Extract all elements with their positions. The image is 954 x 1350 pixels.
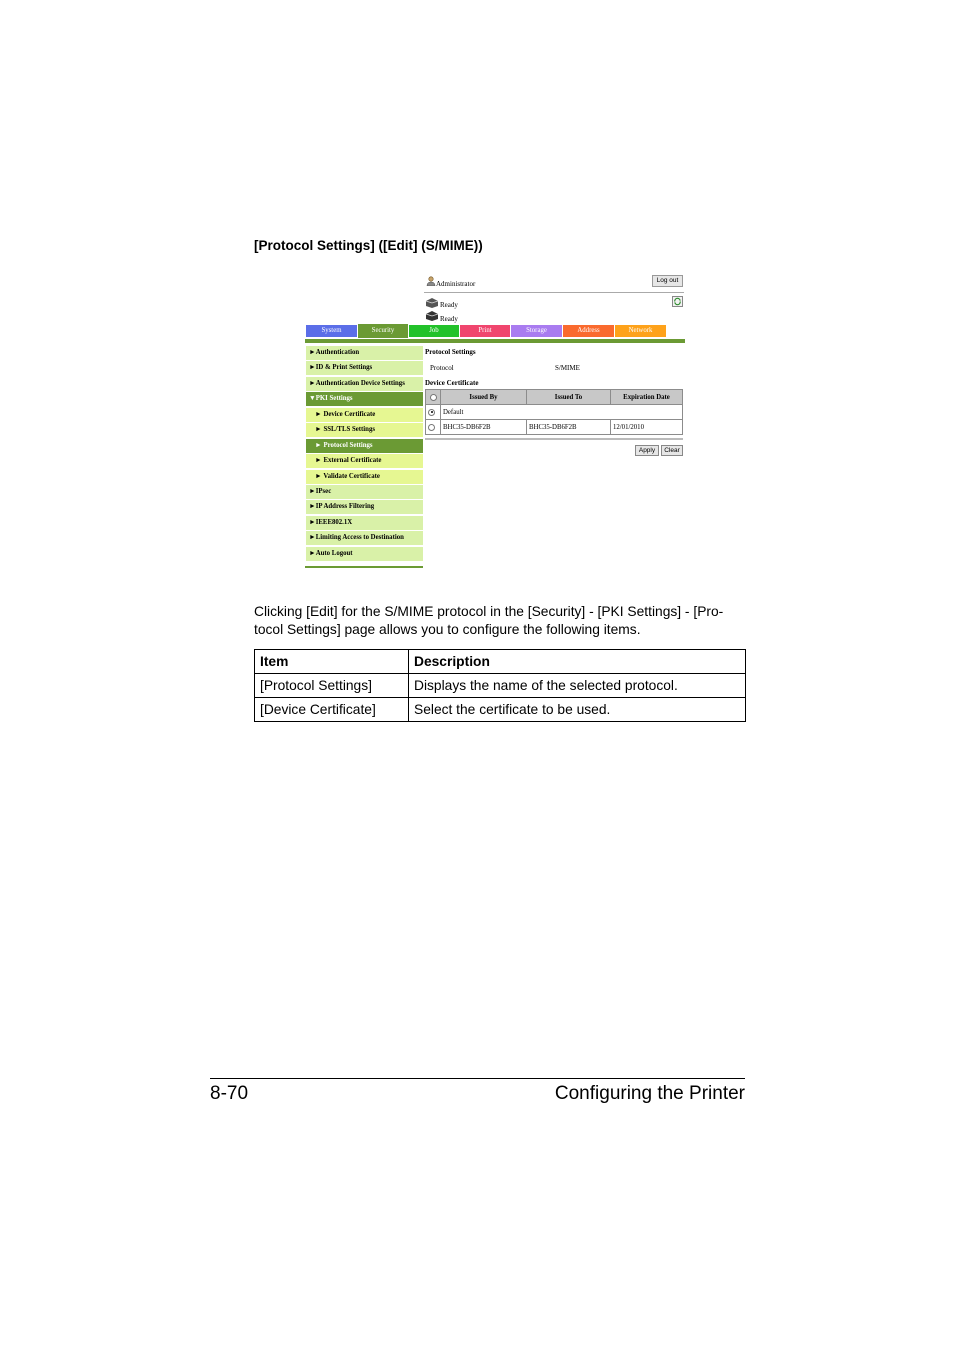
menu-ipsec[interactable]: ►IPsec (306, 485, 423, 499)
issued-to-cell: BHC35-DB6F2B (527, 420, 611, 435)
item-cell: [Protocol Settings] (255, 674, 409, 698)
issued-by-cell: BHC35-DB6F2B (441, 420, 527, 435)
description-cell: Displays the name of the selected protocol. (409, 674, 746, 698)
expiration-date-cell: 12/01/2010 (611, 420, 683, 435)
tab-security[interactable]: Security (358, 324, 408, 338)
apply-button[interactable]: Apply (635, 445, 659, 456)
tab-network[interactable]: Network (615, 325, 666, 337)
description-table (254, 649, 746, 722)
tab-job[interactable]: Job (409, 325, 459, 337)
device-certificate-title: Device Certificate (425, 379, 479, 387)
menu-ip-address-filtering[interactable]: ►IP Address Filtering (306, 500, 423, 514)
menu-validate-certificate[interactable]: ► Validate Certificate (306, 470, 423, 484)
description-cell: Select the certificate to be used. (409, 698, 746, 722)
footer-rule (210, 1078, 745, 1079)
page-number: 8-70 (210, 1083, 249, 1104)
scanner-icon (425, 310, 439, 321)
clear-button[interactable]: Clear (661, 445, 683, 456)
body-paragraph: Clicking [Edit] for the S/MIME protocol in the [Security] - [PKI Settings] - [Pro-tocol Settings] page allows you to configure the following items. (254, 604, 724, 637)
header-divider (424, 292, 684, 293)
table-row (255, 698, 746, 722)
table-row (426, 405, 683, 420)
chapter-title: Configuring the Printer (554, 1083, 745, 1104)
expiration-date-header: Expiration Date (611, 390, 683, 405)
select-column-header (426, 390, 441, 405)
default-radio[interactable] (428, 409, 435, 416)
printer-icon (425, 297, 439, 308)
printer-status: Ready (440, 301, 458, 309)
item-header: Item (255, 650, 409, 674)
certificate-table (425, 389, 683, 435)
scanner-status: Ready (440, 315, 458, 323)
tab-system[interactable]: System (306, 325, 357, 337)
menu-id-print-settings[interactable]: ►ID & Print Settings (306, 361, 423, 375)
default-radio-cell (426, 405, 441, 420)
tab-underline (305, 339, 685, 343)
sidebar-menu (306, 346, 423, 562)
logout-button[interactable]: Log out (652, 275, 683, 287)
table-divider (425, 438, 683, 440)
menu-auto-logout[interactable]: ►Auto Logout (306, 547, 423, 561)
item-cell: [Device Certificate] (255, 698, 409, 722)
menu-ssl-tls-settings[interactable]: ► SSL/TLS Settings (306, 423, 423, 437)
menu-ieee8021x[interactable]: ►IEEE802.1X (306, 516, 423, 530)
default-label: Default (441, 405, 683, 420)
issued-by-header: Issued By (441, 390, 527, 405)
section-heading: [Protocol Settings] ([Edit] (S/MIME)) (254, 238, 483, 253)
table-row (255, 674, 746, 698)
web-ui-screenshot (305, 272, 685, 570)
menu-authentication-device-settings[interactable]: ►Authentication Device Settings (306, 377, 423, 391)
administrator-icon (426, 276, 436, 286)
cert-radio-cell (426, 420, 441, 435)
tab-storage[interactable]: Storage (511, 325, 562, 337)
menu-device-certificate[interactable]: ► Device Certificate (306, 408, 423, 422)
description-header: Description (409, 650, 746, 674)
menu-limiting-access[interactable]: ►Limiting Access to Destination (306, 531, 423, 545)
user-label: Administrator (436, 280, 476, 288)
issued-to-header: Issued To (527, 390, 611, 405)
table-row (426, 420, 683, 435)
menu-protocol-settings[interactable]: ► Protocol Settings (306, 439, 423, 453)
menu-authentication[interactable]: ►Authentication (306, 346, 423, 360)
refresh-icon[interactable] (672, 296, 683, 307)
tab-print[interactable]: Print (460, 325, 510, 337)
main-title: Protocol Settings (425, 348, 476, 356)
tab-address[interactable]: Address (563, 325, 614, 337)
radio-icon (430, 394, 437, 401)
tab-bar (306, 325, 667, 338)
protocol-value: S/MIME (555, 364, 580, 372)
menu-pki-settings[interactable]: ▼PKI Settings (306, 392, 423, 406)
certificate-radio[interactable] (428, 424, 435, 431)
menu-external-certificate[interactable]: ► External Certificate (306, 454, 423, 468)
sidebar-bottom-rule (305, 566, 423, 568)
protocol-label: Protocol (430, 364, 454, 372)
